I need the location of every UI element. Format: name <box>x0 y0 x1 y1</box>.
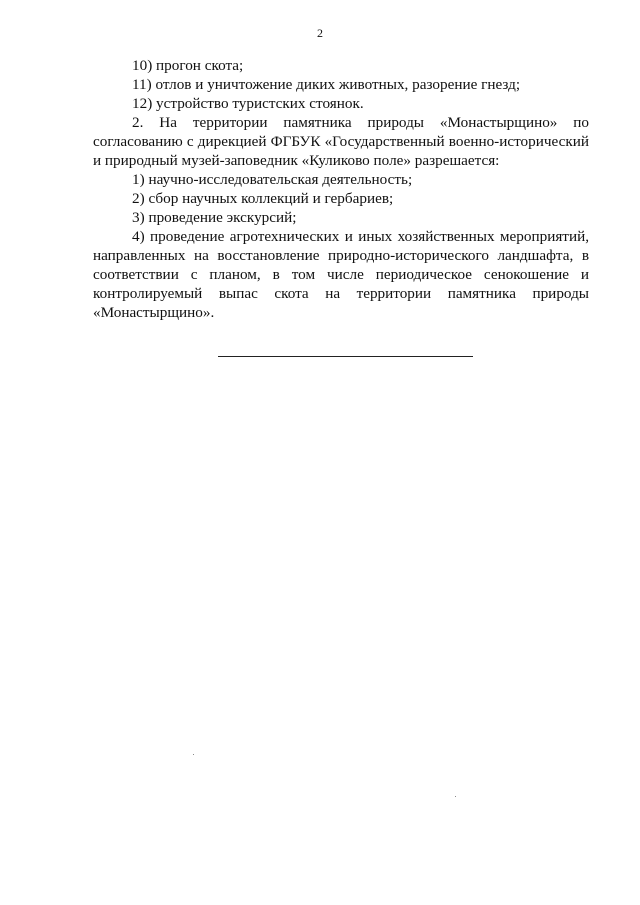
list-item-permitted-2: 2) сбор научных коллекций и гербариев; <box>132 190 394 207</box>
page-number: 2 <box>317 26 323 40</box>
list-item-permitted-1: 1) научно-исследовательская деятельность; <box>132 171 413 188</box>
list-item-prohibited-12: 12) устройство туристских стоянок. <box>132 95 364 112</box>
list-item-prohibited-11: 11) отлов и уничтожение диких животных, разорение гнезд; <box>132 76 521 93</box>
scan-speck <box>455 796 456 797</box>
document-body <box>93 56 589 322</box>
scan-speck <box>193 754 194 755</box>
list-item-permitted-4: 4) проведение агротехнических и иных хозяйственных мероприятий, направленных на восстановление природно-исторического ландшафта, в соответствии с планом, в том числе периодическое сенокошение и контролируемый выпас скота на территории памятника природы «Монастырщино». <box>93 228 589 321</box>
list-item-prohibited-10: 10) прогон скота; <box>132 57 244 74</box>
section-2-paragraph: 2. На территории памятника природы «Монастырщино» по согласованию с дирекцией ФГБУК «Государственный военно-исторический и природный музей-заповедник «Куликово поле» разрешается: <box>93 114 589 169</box>
end-divider-line <box>218 356 473 357</box>
list-item-permitted-3: 3) проведение экскурсий; <box>132 209 297 226</box>
